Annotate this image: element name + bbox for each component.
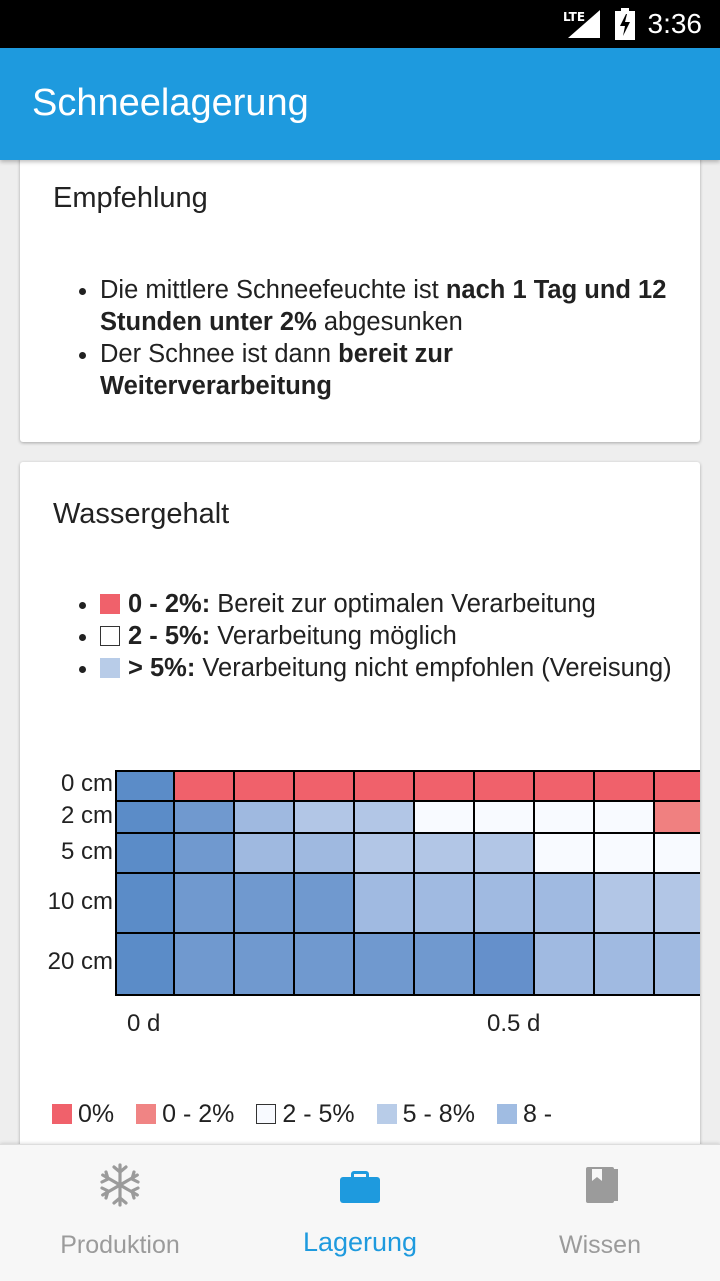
heatmap-cell xyxy=(535,834,595,874)
legend-label: 5 - 8% xyxy=(402,1100,475,1128)
heatmap-cell xyxy=(175,802,235,834)
heatmap-cell xyxy=(355,934,415,996)
clock: 3:36 xyxy=(647,8,702,39)
heatmap-cell xyxy=(655,834,700,874)
heatmap-cell xyxy=(115,934,175,996)
heatmap-cell xyxy=(235,834,295,874)
x-axis-label: 0.5 d xyxy=(487,1010,541,1037)
legend-swatch xyxy=(136,1104,156,1124)
heatmap-cell xyxy=(295,834,355,874)
nav-item-wissen[interactable]: Wissen xyxy=(480,1145,720,1281)
heatmap-cell xyxy=(595,834,655,874)
y-axis-label: 0 cm xyxy=(60,770,113,797)
heatmap-cell xyxy=(235,802,295,834)
heatmap-cell xyxy=(535,934,595,996)
heatmap-cell xyxy=(475,834,535,874)
heatmap-cell xyxy=(115,802,175,834)
color-swatch xyxy=(100,594,120,614)
app-bar xyxy=(0,48,720,160)
heatmap-cell xyxy=(475,934,535,996)
heatmap-cell xyxy=(355,834,415,874)
heatmap-cell xyxy=(415,874,475,934)
heatmap-cell xyxy=(655,770,700,802)
heatmap-cell xyxy=(355,770,415,802)
card-title: Empfehlung xyxy=(53,182,208,214)
color-swatch xyxy=(100,658,120,678)
list-item: • 0 - 2%: Bereit zur optimalen Verarbeitung xyxy=(100,588,672,620)
briefcase-icon xyxy=(338,1163,382,1207)
book-icon xyxy=(578,1163,622,1207)
heatmap-cell xyxy=(115,770,175,802)
legend-swatch xyxy=(377,1104,397,1124)
heatmap-cell xyxy=(415,802,475,834)
heatmap-cell xyxy=(535,802,595,834)
nav-item-lagerung[interactable]: Lagerung xyxy=(240,1145,480,1281)
heatmap-cell xyxy=(415,770,475,802)
list-item: • Die mittlere Schneefeuchte ist nach 1 Tag und 12 Stunden unter 2% abgesunken xyxy=(100,274,676,338)
legend-label: 8 - xyxy=(522,1100,553,1128)
heatmap-cell xyxy=(295,874,355,934)
heatmap-cell xyxy=(535,874,595,934)
battery-charging-icon xyxy=(614,8,636,40)
heatmap-cell xyxy=(295,934,355,996)
heatmap-cell xyxy=(535,770,595,802)
heatmap-grid xyxy=(115,770,700,996)
heatmap-legend xyxy=(52,1100,700,1140)
bottom-navigation xyxy=(0,1144,720,1281)
water-content-card xyxy=(20,462,700,1144)
legend-label: 2 - 5% xyxy=(282,1100,355,1128)
legend-label: 0% xyxy=(78,1100,115,1128)
y-axis-label: 10 cm xyxy=(47,888,113,915)
heatmap-cell xyxy=(655,934,700,996)
color-swatch xyxy=(100,626,120,646)
heatmap-cell xyxy=(175,874,235,934)
legend-item xyxy=(136,1100,234,1129)
heatmap-cell xyxy=(175,934,235,996)
lte-signal-icon xyxy=(562,8,602,40)
heatmap-cell xyxy=(415,834,475,874)
heatmap-cell xyxy=(175,834,235,874)
heatmap-cell xyxy=(475,770,535,802)
heatmap-cell xyxy=(595,770,655,802)
card-title: Wassergehalt xyxy=(53,498,230,530)
legend-swatch xyxy=(52,1104,72,1124)
legend-item xyxy=(256,1100,354,1129)
legend-item xyxy=(497,1100,552,1129)
y-axis-label: 2 cm xyxy=(60,802,113,829)
heatmap-cell xyxy=(415,934,475,996)
legend-swatch xyxy=(497,1104,517,1124)
heatmap-cell xyxy=(295,802,355,834)
status-bar xyxy=(0,0,720,48)
heatmap-cell xyxy=(475,874,535,934)
y-axis-label: 20 cm xyxy=(47,948,113,975)
heatmap-cell xyxy=(175,770,235,802)
heatmap-cell xyxy=(595,802,655,834)
list-item: • 2 - 5%: Verarbeitung möglich xyxy=(100,620,672,652)
heatmap-cell xyxy=(235,934,295,996)
legend-swatch xyxy=(256,1104,276,1124)
x-axis-label: 0 d xyxy=(127,1010,161,1037)
legend-item xyxy=(52,1100,114,1129)
y-axis-label: 5 cm xyxy=(60,838,113,865)
recommendation-list xyxy=(20,274,700,402)
category-list xyxy=(20,588,696,684)
svg-text:LTE: LTE xyxy=(563,10,586,24)
heatmap-cell xyxy=(115,834,175,874)
heatmap-cell xyxy=(355,874,415,934)
heatmap-cell xyxy=(655,802,700,834)
heatmap-cell xyxy=(595,874,655,934)
nav-item-produktion[interactable]: Produktion xyxy=(0,1145,240,1281)
legend-label: 0 - 2% xyxy=(162,1100,235,1128)
heatmap-cell xyxy=(595,934,655,996)
heatmap-cell xyxy=(475,802,535,834)
scroll-content[interactable] xyxy=(0,160,720,1144)
heatmap-cell xyxy=(355,802,415,834)
heatmap-cell xyxy=(235,874,295,934)
heatmap-cell xyxy=(115,874,175,934)
heatmap-cell xyxy=(655,874,700,934)
page-title: Schneelagerung xyxy=(32,82,309,124)
list-item: • > 5%: Verarbeitung nicht empfohlen (Vereisung) xyxy=(100,652,672,684)
heatmap-cell xyxy=(295,770,355,802)
legend-item xyxy=(377,1100,475,1129)
recommendation-card xyxy=(20,160,700,442)
snowflake-icon xyxy=(98,1163,142,1207)
moisture-heatmap xyxy=(20,742,700,1037)
heatmap-cell xyxy=(235,770,295,802)
list-item: • Der Schnee ist dann bereit zur Weiterverarbeitung xyxy=(100,338,676,402)
